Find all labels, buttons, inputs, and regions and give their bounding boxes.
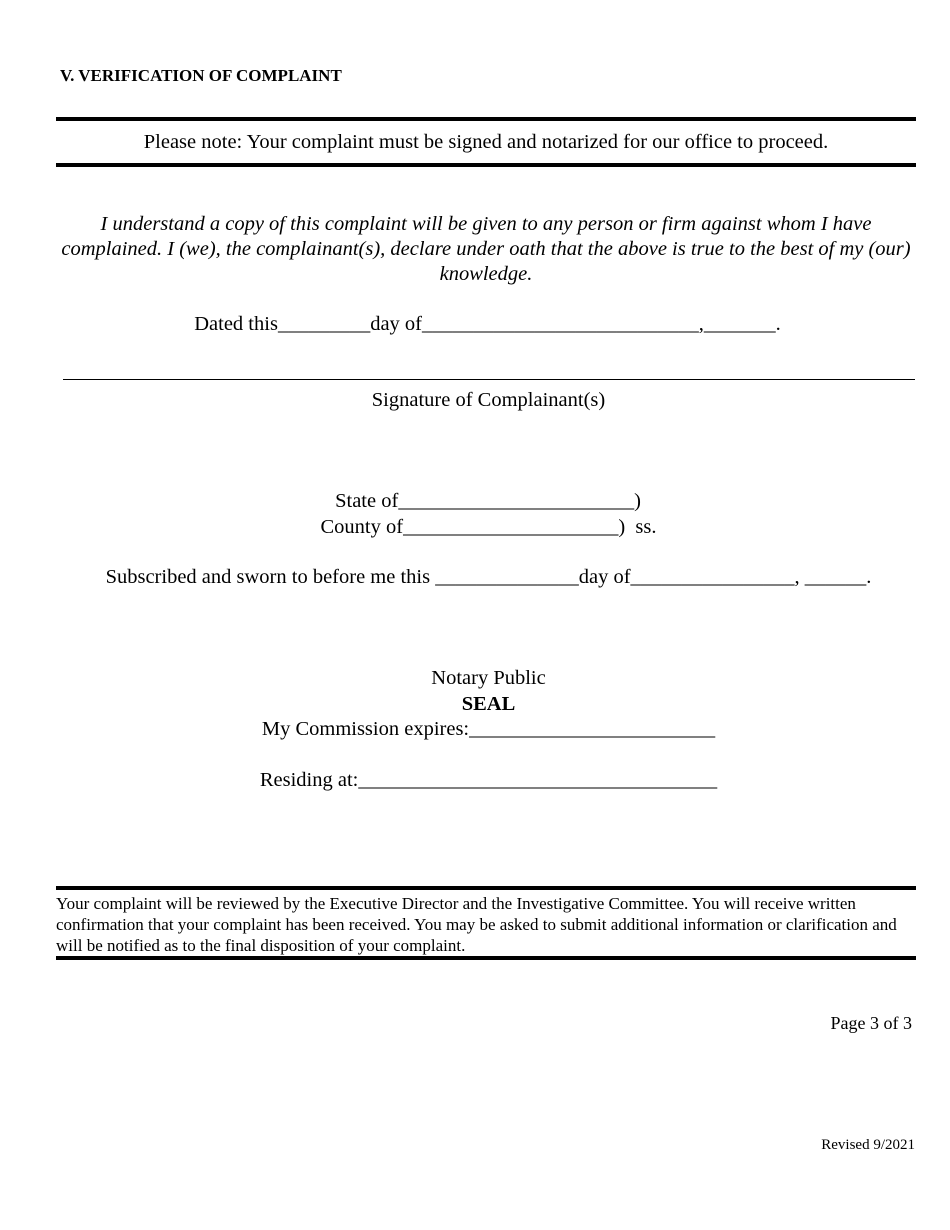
residing-label: Residing at:: [259, 769, 359, 791]
county-blank[interactable]: _____________________: [403, 516, 619, 538]
dated-line: [0, 313, 950, 336]
notary-public-label: Notary Public: [431, 667, 546, 689]
commission-label: My Commission expires:: [261, 718, 470, 740]
sworn-line: [0, 566, 950, 589]
dated-year-blank[interactable]: _______: [703, 313, 776, 335]
dated-comma: ,: [698, 313, 704, 335]
state-blank[interactable]: _______________________: [398, 490, 635, 512]
dated-day-blank[interactable]: _________: [277, 313, 371, 335]
county-paren-ss: ) ss.: [618, 516, 657, 538]
county-line: [0, 516, 950, 539]
dated-label: Dated this: [194, 313, 278, 335]
sworn-comma: ,: [794, 566, 805, 588]
note-top-rule: [56, 117, 916, 121]
sworn-period: .: [866, 566, 872, 588]
sworn-day-of-label: day of: [578, 566, 631, 588]
sworn-month-blank[interactable]: ________________: [630, 566, 795, 588]
signature-caption: Signature of Complainant(s): [371, 389, 606, 411]
commission-blank[interactable]: ________________________: [469, 718, 716, 740]
revision-date: Revised 9/2021: [821, 1137, 915, 1153]
notarize-note: Please note: Your complaint must be signed and notarized for our office to proceed.: [143, 131, 829, 153]
footer-top-rule: [56, 886, 916, 890]
state-paren: ): [634, 490, 641, 512]
state-line: [0, 490, 950, 513]
sworn-year-blank[interactable]: ______: [804, 566, 867, 588]
dated-day-of-label: day of: [370, 313, 422, 335]
oath-declaration: I understand a copy of this complaint will be given to any person or firm against whom I have complained. I (we), the complainant(s), declare under oath that the above is true to the best of my (our) knowledge.: [61, 213, 911, 285]
residing-line: [0, 769, 950, 792]
dated-month-blank[interactable]: ___________________________: [422, 313, 699, 335]
dated-period: .: [775, 313, 781, 335]
page-number: Page 3 of 3: [830, 1013, 912, 1033]
sworn-label: Subscribed and sworn to before me this: [105, 566, 436, 588]
review-notice: Your complaint will be reviewed by the Executive Director and the Investigative Committee. You will receive written confirmation that your complaint has been received. You may be asked to submit additional information or clarification and will be notified as to the final disposition of your complaint.: [56, 894, 897, 955]
commission-line: [0, 718, 950, 741]
county-label: County of: [320, 516, 404, 538]
footer-bottom-rule: [56, 956, 916, 960]
residing-blank[interactable]: ___________________________________: [358, 769, 718, 791]
section-heading: V. VERIFICATION OF COMPLAINT: [60, 66, 342, 85]
seal-label: SEAL: [461, 693, 516, 715]
sworn-day-blank[interactable]: ______________: [435, 566, 579, 588]
note-bottom-rule: [56, 163, 916, 167]
state-label: State of: [335, 490, 399, 512]
signature-line[interactable]: [63, 379, 915, 380]
